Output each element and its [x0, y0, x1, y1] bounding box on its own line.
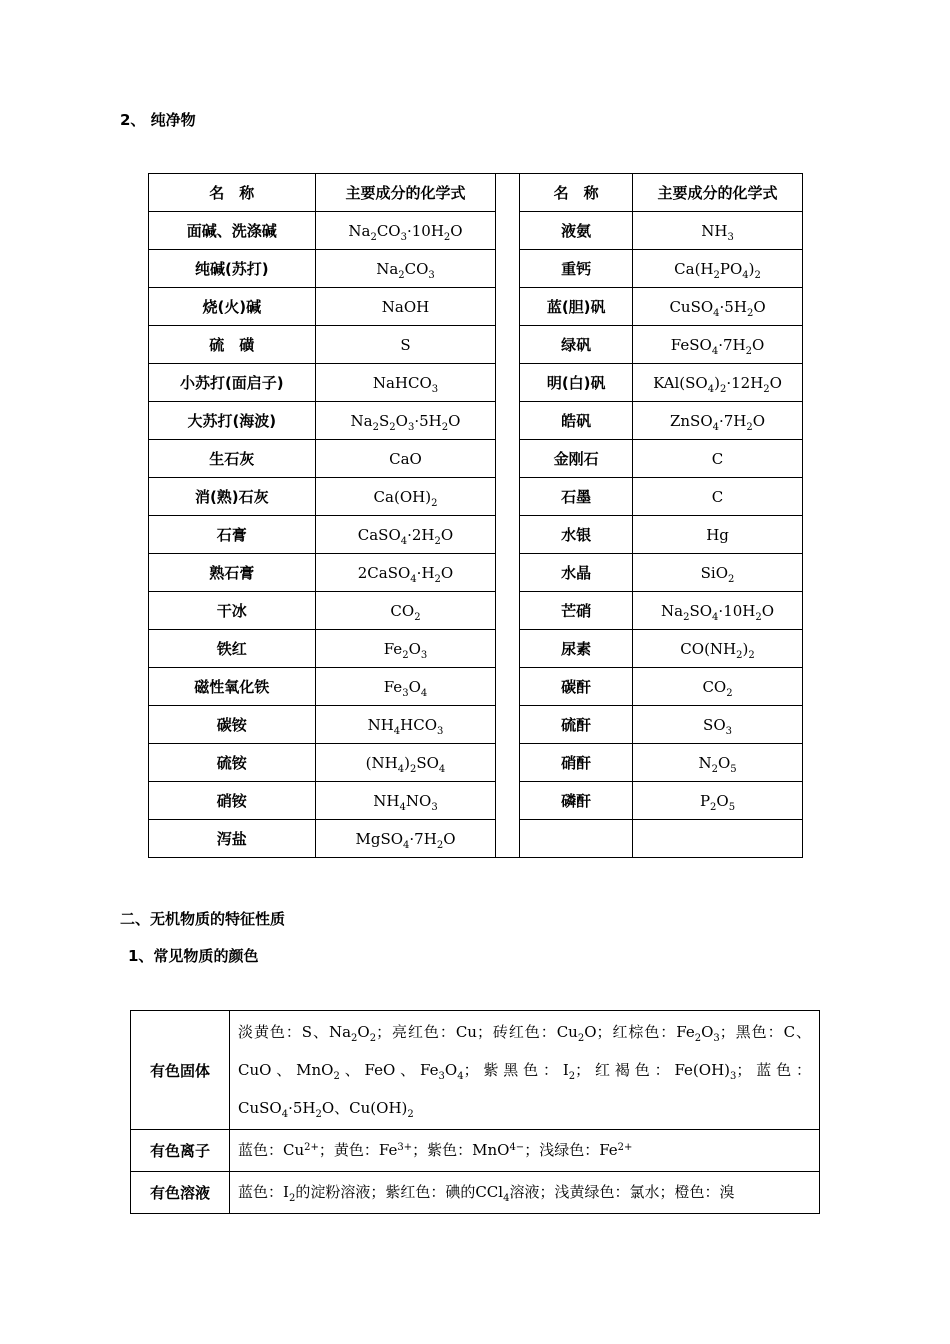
table-row: [149, 516, 803, 554]
substance-name: 绿矾: [520, 326, 633, 364]
color-description: 蓝色：$I_2$的淀粉溶液；紫红色：碘的CCl$_4$溶液；浅黄绿色：氯水；橙色：溴: [230, 1172, 820, 1214]
chemical-formula: $MgSO_4\cdot 7H_2O$: [315, 820, 496, 858]
section-title-common-colors: 1、常见物质的颜色: [128, 947, 259, 965]
chemical-formula: $CaSO_4\cdot 2H_2O$: [315, 516, 496, 554]
substance-name: 铁红: [149, 630, 316, 668]
color-description: 淡黄色：S、$Na_2O_2$；亮红色：Cu；砖红色：$Cu_2O$；红棕色：$Fe_2O_3$；黑色：C、CuO、MnO$_2$、FeO、$Fe_3O_4$；紫黑色：$I_2$；红褐色：$Fe(OH)_3$；蓝色：$CuSO_4\cdot 5H_2O$、$Cu(OH)_2$: [230, 1011, 820, 1130]
table-row: [149, 288, 803, 326]
table-row: [149, 592, 803, 630]
table-row: [149, 212, 803, 250]
color-row: [131, 1130, 820, 1172]
substance-name: 芒硝: [520, 592, 633, 630]
table-row: [149, 782, 803, 820]
chemical-formula: $CO_2$: [315, 592, 496, 630]
chemical-formula: $Na_2CO_3\cdot 10H_2O$: [315, 212, 496, 250]
chemical-formula: $Ca(OH)_2$: [315, 478, 496, 516]
substance-name: 磷酐: [520, 782, 633, 820]
chemical-formula: $Ca(H_2PO_4)_2$: [633, 250, 803, 288]
chemical-formula: $CuSO_4\cdot 5H_2O$: [633, 288, 803, 326]
header-name-right: 名 称: [520, 174, 633, 212]
chemical-formula: C: [633, 440, 803, 478]
chemical-formula: $KAl(SO_4)_2\cdot 12H_2O$: [633, 364, 803, 402]
substance-name: 纯碱(苏打): [149, 250, 316, 288]
chemical-formula: $NH_3$: [633, 212, 803, 250]
color-category-label: 有色溶液: [131, 1172, 230, 1214]
table-row: [149, 402, 803, 440]
chemical-formula: $NH_4NO_3$: [315, 782, 496, 820]
chemical-formula: $CO_2$: [633, 668, 803, 706]
substance-name: 硫 磺: [149, 326, 316, 364]
chemical-formula: $NH_4HCO_3$: [315, 706, 496, 744]
section-title-inorganic-properties: 二、无机物质的特征性质: [120, 910, 286, 928]
substance-name: 石墨: [520, 478, 633, 516]
substance-name: 尿素: [520, 630, 633, 668]
table-row: [149, 364, 803, 402]
substance-name: 金刚石: [520, 440, 633, 478]
substance-name: 干冰: [149, 592, 316, 630]
substance-name: 硫铵: [149, 744, 316, 782]
header-formula-left: 主要成分的化学式: [315, 174, 496, 212]
chemical-formula: $Na_2CO_3$: [315, 250, 496, 288]
substance-name: 大苏打(海波): [149, 402, 316, 440]
table-row: [149, 326, 803, 364]
chemical-formula: $Na_2SO_4\cdot 10H_2O$: [633, 592, 803, 630]
color-category-label: 有色离子: [131, 1130, 230, 1172]
table-row: [149, 820, 803, 858]
substance-name: 消(熟)石灰: [149, 478, 316, 516]
chemical-formula: $(NH_4)_2SO_4$: [315, 744, 496, 782]
chemical-formula: $ZnSO_4\cdot 7H_2O$: [633, 402, 803, 440]
substance-name: 硝铵: [149, 782, 316, 820]
color-category-label: 有色固体: [131, 1011, 230, 1130]
chemical-formula: $FeSO_4\cdot 7H_2O$: [633, 326, 803, 364]
chemical-formula: $P_2O_5$: [633, 782, 803, 820]
substance-name: 硝酐: [520, 744, 633, 782]
table-gap-column: [496, 174, 520, 858]
substance-name: 液氨: [520, 212, 633, 250]
substance-name: 蓝(胆)矾: [520, 288, 633, 326]
substance-name: 泻盐: [149, 820, 316, 858]
chemical-formula: CaO: [315, 440, 496, 478]
chemical-formula: $2CaSO_4\cdot H_2O$: [315, 554, 496, 592]
table-row: [149, 744, 803, 782]
chemical-formula: $Fe_2O_3$: [315, 630, 496, 668]
substance-name: 小苏打(面启子): [149, 364, 316, 402]
substance-name: 重钙: [520, 250, 633, 288]
substance-name: 生石灰: [149, 440, 316, 478]
header-name-left: 名 称: [149, 174, 316, 212]
chemical-formula: NaHCO$_3$: [315, 364, 496, 402]
section-title-pure-substances: 2、 纯净物: [120, 111, 196, 129]
substance-name: 碳铵: [149, 706, 316, 744]
color-description: 蓝色：$Cu^{2+}$；黄色：$Fe^{3+}$；紫色：MnO$^{4-}$；浅绿色：$Fe^{2+}$: [230, 1130, 820, 1172]
substance-name: 面碱、洗涤碱: [149, 212, 316, 250]
substance-name: 烧(火)碱: [149, 288, 316, 326]
substance-name: 水晶: [520, 554, 633, 592]
chemical-formula: S: [315, 326, 496, 364]
chemical-formula: C: [633, 478, 803, 516]
chemical-formula: SiO$_2$: [633, 554, 803, 592]
table-row: [149, 630, 803, 668]
substance-name: 石膏: [149, 516, 316, 554]
substance-name: 水银: [520, 516, 633, 554]
pure-substances-table: [148, 173, 803, 858]
chemical-formula: $CO(NH_2)_2$: [633, 630, 803, 668]
chemical-formula: NaOH: [315, 288, 496, 326]
header-formula-right: 主要成分的化学式: [633, 174, 803, 212]
chemical-formula: $N_2O_5$: [633, 744, 803, 782]
table-row: [149, 250, 803, 288]
chemical-formula: $Fe_3O_4$: [315, 668, 496, 706]
table-row: [149, 554, 803, 592]
color-row: [131, 1172, 820, 1214]
color-row: [131, 1011, 820, 1130]
chemical-formula: $SO_3$: [633, 706, 803, 744]
chemical-formula: $Na_2S_2O_3\cdot 5H_2O$: [315, 402, 496, 440]
table-row: [149, 706, 803, 744]
chemical-formula: Hg: [633, 516, 803, 554]
chemical-formula: [633, 820, 803, 858]
table-row: [149, 668, 803, 706]
table-row: [149, 440, 803, 478]
substance-name: 熟石膏: [149, 554, 316, 592]
substance-name: [520, 820, 633, 858]
substance-name: 硫酐: [520, 706, 633, 744]
substance-name: 皓矾: [520, 402, 633, 440]
substance-name: 明(白)矾: [520, 364, 633, 402]
table-header-row: [149, 174, 803, 212]
colors-table: [130, 1010, 820, 1214]
table-row: [149, 478, 803, 516]
substance-name: 磁性氧化铁: [149, 668, 316, 706]
substance-name: 碳酐: [520, 668, 633, 706]
